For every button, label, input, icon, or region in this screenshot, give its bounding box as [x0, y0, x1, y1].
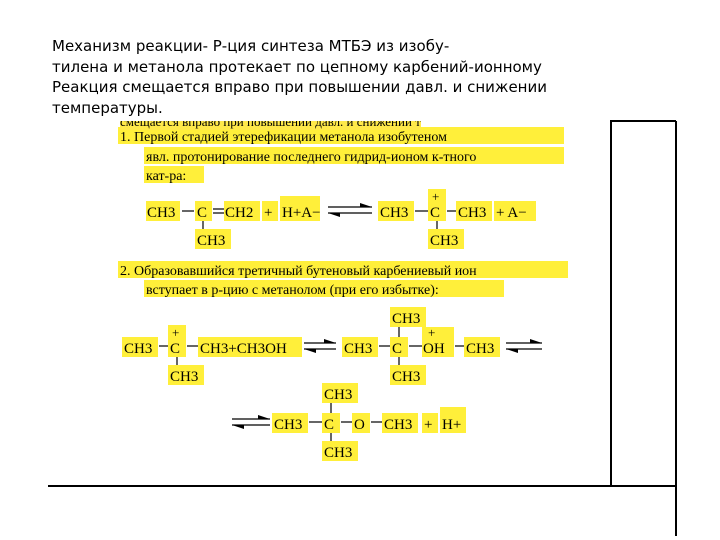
r1-c: C [197, 205, 208, 221]
r3-ch3-left: CH3 [274, 417, 303, 433]
r1-p-c: C [430, 205, 441, 221]
r3-plus: + [424, 417, 433, 433]
r2-c: C [170, 341, 181, 357]
r1-p-ch3-left: CH3 [380, 205, 409, 221]
cut-off-line: смещается вправо при повышении давл. и снижении т [120, 121, 421, 130]
equilibrium-arrow [304, 339, 336, 353]
r2-p-oh: OH [423, 341, 445, 357]
r2-p-ch3-left: CH3 [344, 341, 373, 357]
r2-p-charge: + [428, 325, 436, 340]
step-1-line3: кат-ра: [146, 169, 187, 184]
r1-p-ch3-down: CH3 [430, 233, 459, 249]
step-2 [118, 261, 568, 298]
r2-p-ch3-top: CH3 [392, 311, 421, 327]
r1-p-charge: + [432, 189, 440, 204]
reaction-3 [232, 383, 466, 461]
step-1-line1: 1. Первой стадией этерефикации метанола изобутеном [120, 130, 447, 145]
step-2-line1: 2. Образовавшийся третичный бутеновый карбениевый ион [120, 264, 477, 279]
r1-plus: + [264, 205, 273, 221]
step-2-line2: вступает в р-цию с метанолом (при его избытке): [146, 283, 439, 298]
r2-rest: CH3+CH3OH [200, 341, 287, 357]
r1-p-ch3-right: CH3 [458, 205, 487, 221]
r2-ch3-down: CH3 [170, 369, 199, 385]
title-line: температуры. [52, 98, 163, 117]
r3-ch3-top: CH3 [324, 387, 353, 403]
title-line: Реакция смещается вправо при повышении давл. и снижении [52, 78, 547, 96]
step-1 [118, 127, 564, 184]
r3-ch3-down: CH3 [324, 445, 353, 461]
slide-title [52, 36, 612, 118]
r3-c: C [324, 417, 335, 433]
reaction-2 [122, 307, 542, 385]
scanned-textbook-excerpt [110, 121, 612, 485]
r2-ch3-left: CH3 [124, 341, 153, 357]
r2-charge: + [172, 325, 180, 340]
r2-p-ch3-right: CH3 [466, 341, 495, 357]
r1-ha: H+A− [282, 205, 321, 221]
equilibrium-arrow [328, 203, 372, 217]
r1-ch3: CH3 [147, 205, 176, 221]
r3-o: O [354, 417, 365, 433]
reaction-scheme [110, 121, 610, 485]
title-line: Механизм реакции- Р-ция синтеза МТБЭ из изобу- [52, 37, 450, 55]
title-line: тилена и метанола протекает по цепному карбений-ионному [52, 57, 542, 76]
r2-p-ch3-down: CH3 [392, 369, 421, 385]
r3-h: H+ [442, 417, 462, 433]
equilibrium-arrow [506, 339, 542, 353]
r1-ch2: CH2 [225, 205, 254, 221]
reaction-1 [146, 189, 536, 249]
r1-p-a: + A− [496, 205, 527, 221]
r2-p-c: C [392, 341, 403, 357]
equilibrium-arrow [232, 415, 270, 429]
r3-ch3-right: CH3 [384, 417, 413, 433]
step-1-line2: явл. протонирование последнего гидрид-ионом к-тного [146, 150, 477, 165]
r1-ch3-down: CH3 [197, 233, 226, 249]
